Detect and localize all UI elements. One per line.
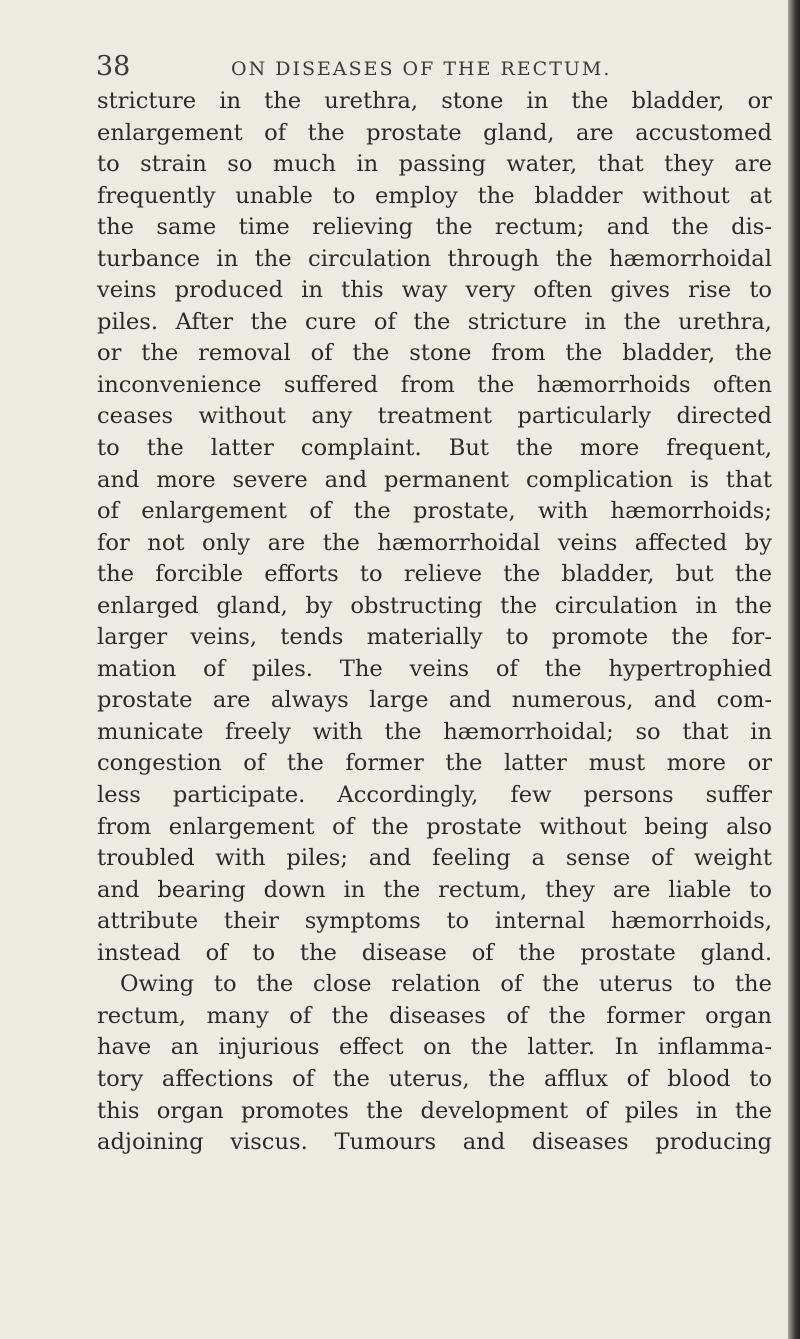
text-line: prostate are always large and numerous, and com- <box>97 687 772 714</box>
text-line: and bearing down in the rectum, they are liable to <box>97 876 772 903</box>
text-line: have an injurious effect on the latter. In inflamma- <box>97 1034 772 1061</box>
text-line: of enlargement of the prostate, with hæmorrhoids; <box>97 498 772 525</box>
page-edge-shadow <box>788 0 800 1339</box>
paragraph-first-line: Owing to the close relation of the uterus to the <box>120 971 772 998</box>
text-line: mation of piles. The veins of the hypertrophied <box>97 655 772 682</box>
text-line: troubled with piles; and feeling a sense of weight <box>97 845 772 872</box>
text-line: rectum, many of the diseases of the former organ <box>97 1002 772 1029</box>
text-line: piles. After the cure of the stricture in the urethra, <box>97 308 772 335</box>
body-text <box>97 86 772 1159</box>
running-head <box>96 52 786 82</box>
text-line: inconvenience suffered from the hæmorrhoids often <box>97 371 772 398</box>
text-line: stricture in the urethra, stone in the bladder, or <box>97 88 772 114</box>
page-number: 38 <box>96 51 131 82</box>
text-line: adjoining viscus. Tumours and diseases producing <box>97 1129 772 1156</box>
text-line: the same time relieving the rectum; and the dis- <box>97 214 772 241</box>
text-line: less participate. Accordingly, few persons suffer <box>97 782 772 809</box>
text-line: municate freely with the hæmorrhoidal; so that in <box>97 718 772 745</box>
running-title: ON DISEASES OF THE RECTUM. <box>231 58 612 80</box>
text-line: this organ promotes the development of piles in the <box>97 1097 772 1124</box>
text-line: and more severe and permanent complication is that <box>97 466 772 493</box>
text-line: the forcible efforts to relieve the bladder, but the <box>97 561 772 588</box>
text-line: veins produced in this way very often gives rise to <box>97 277 772 304</box>
text-line: to the latter complaint. But the more frequent, <box>97 435 772 462</box>
text-line: from enlargement of the prostate without being also <box>97 813 772 840</box>
text-line: attribute their symptoms to internal hæmorrhoids, <box>97 908 772 935</box>
text-line: or the removal of the stone from the bladder, the <box>97 340 772 367</box>
text-line: enlarged gland, by obstructing the circulation in the <box>97 592 772 619</box>
text-line: enlargement of the prostate gland, are accustomed <box>97 119 772 146</box>
text-line: frequently unable to employ the bladder without at <box>97 182 772 209</box>
text-line: larger veins, tends materially to promote the for- <box>97 624 772 651</box>
text-line: tory affections of the uterus, the afflux of blood to <box>97 1065 772 1092</box>
text-line: instead of to the disease of the prostate gland. <box>97 939 772 966</box>
text-line: ceases without any treatment particularly directed <box>97 403 772 430</box>
text-line: to strain so much in passing water, that they are <box>97 151 772 178</box>
text-line: turbance in the circulation through the hæmorrhoidal <box>97 245 772 272</box>
text-line: congestion of the former the latter must more or <box>97 750 772 777</box>
text-line: for not only are the hæmorrhoidal veins affected by <box>97 529 772 556</box>
